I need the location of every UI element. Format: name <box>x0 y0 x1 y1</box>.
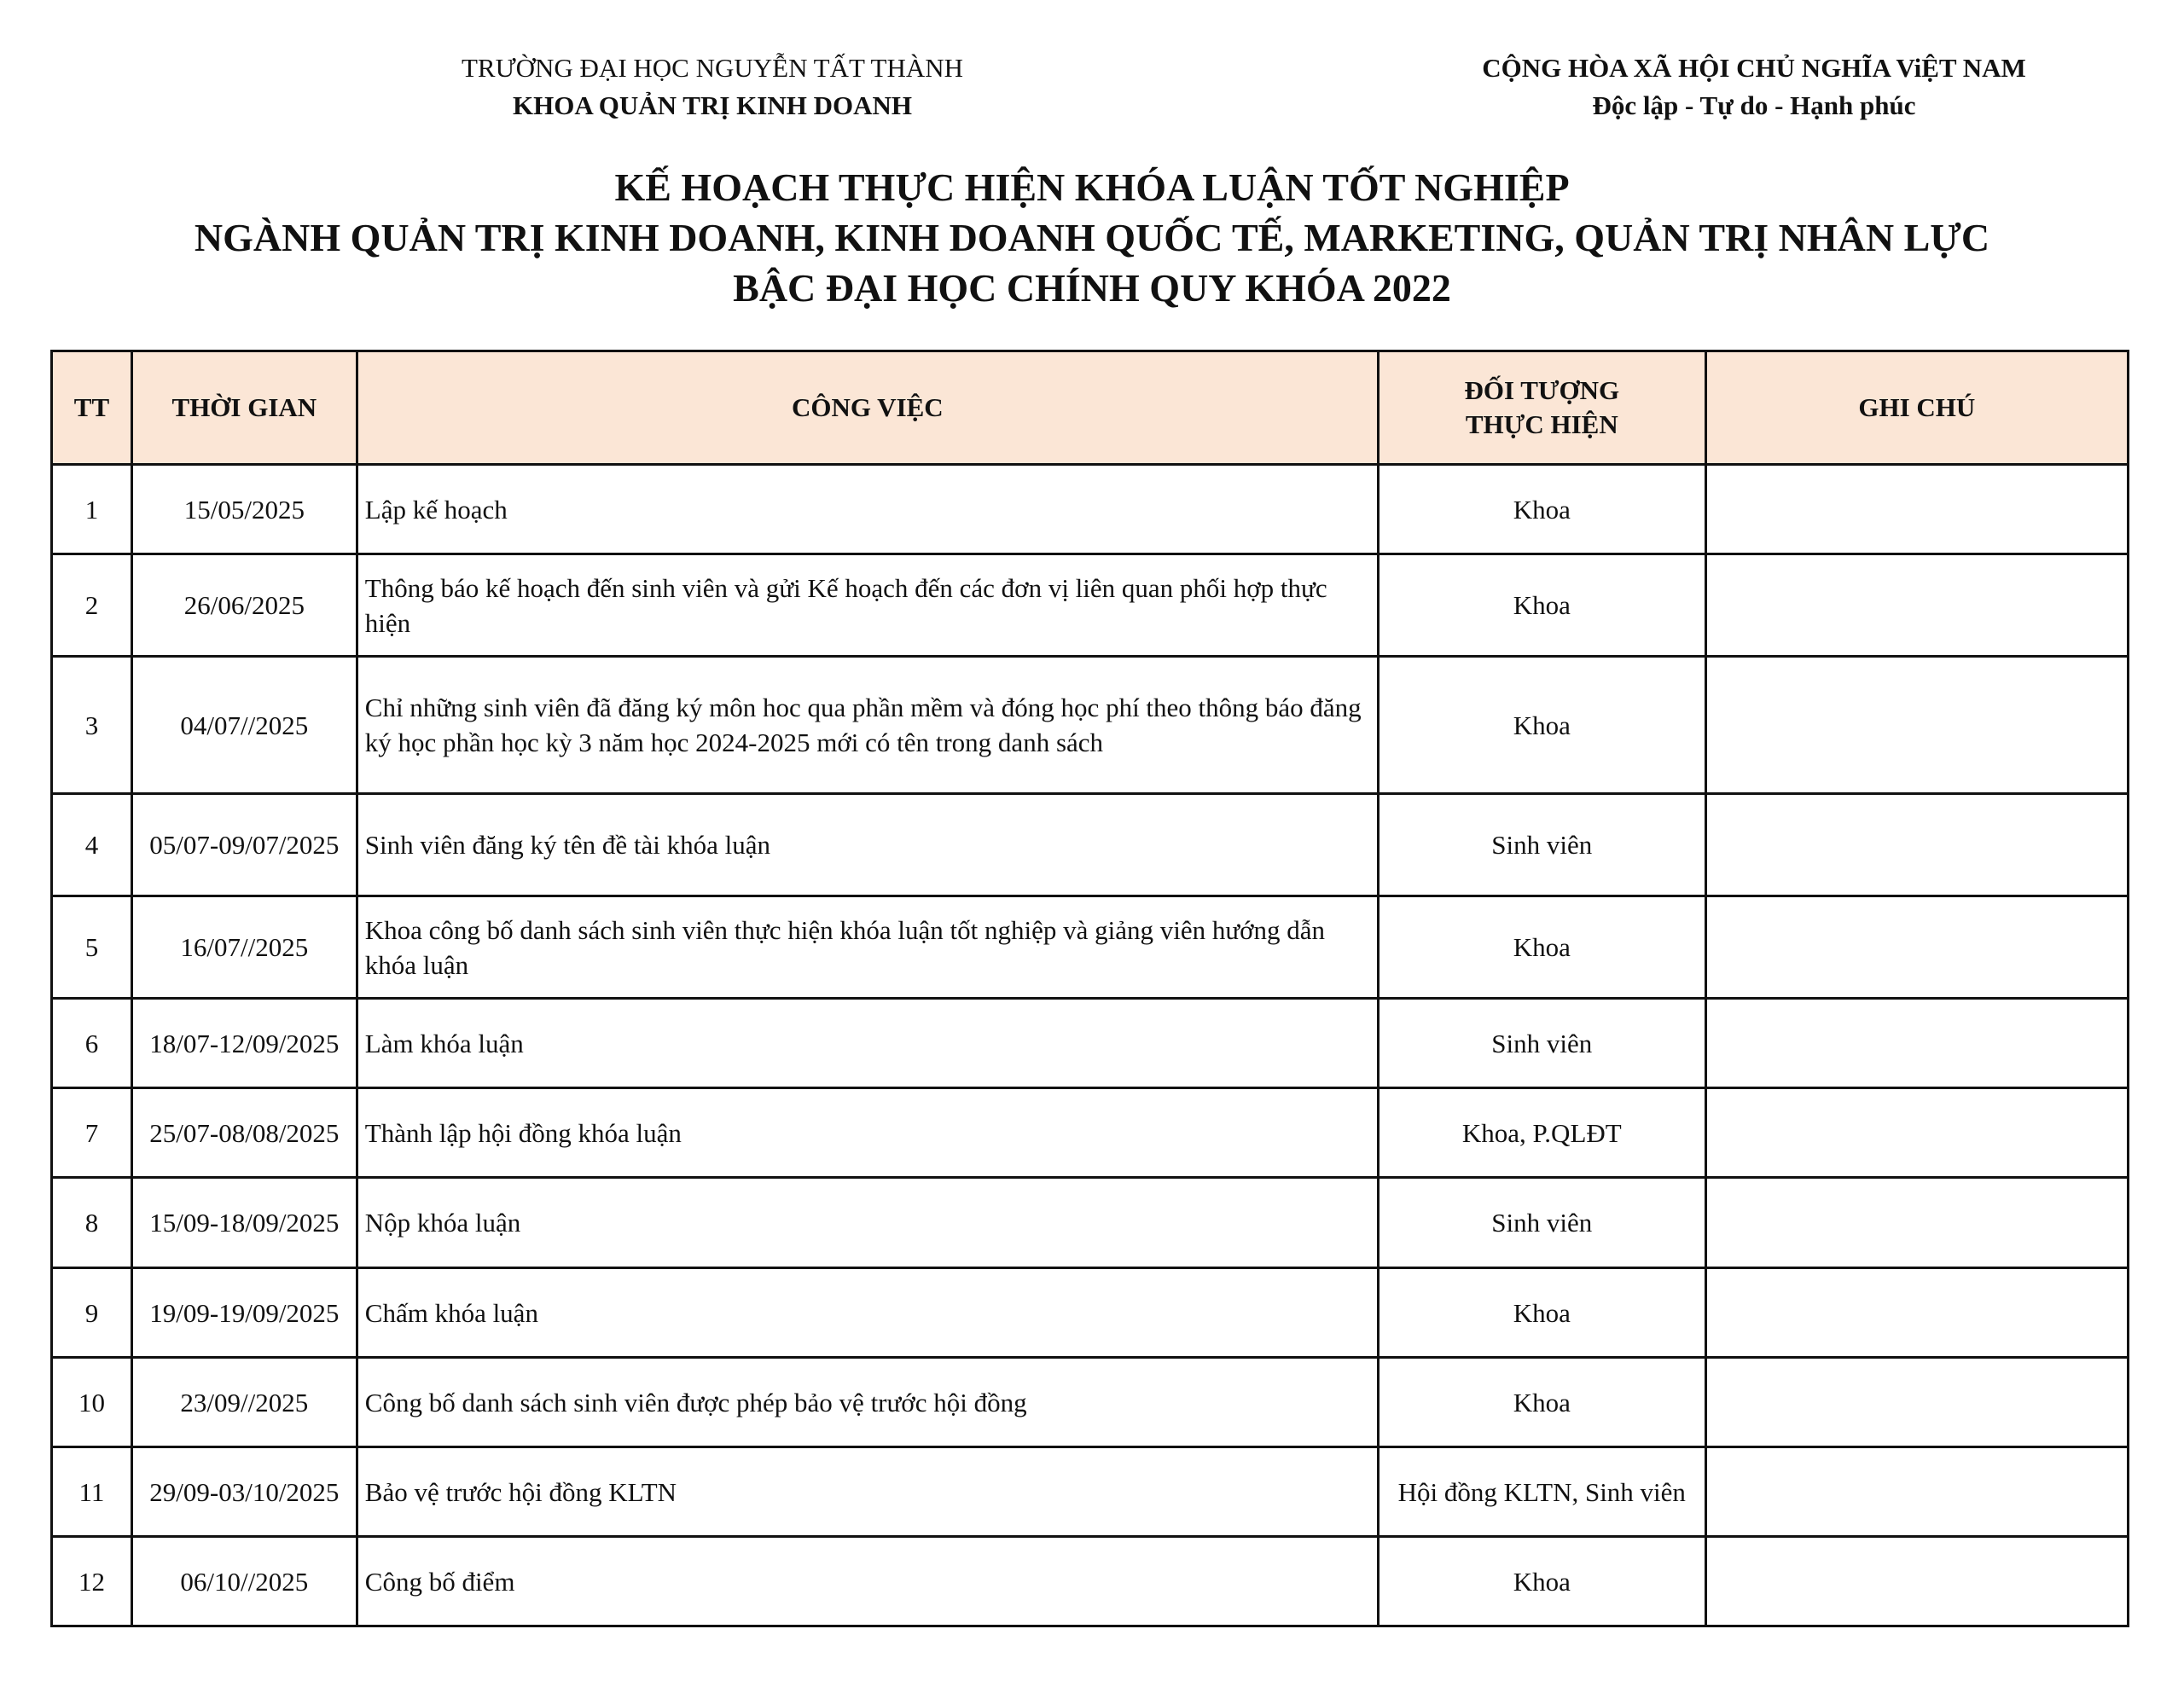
cell-task: Sinh viên đăng ký tên đề tài khóa luận <box>357 794 1378 896</box>
cell-who: Sinh viên <box>1378 999 1705 1088</box>
document-title <box>0 162 2184 313</box>
cell-note <box>1705 1358 2128 1447</box>
table-row <box>52 1447 2129 1537</box>
table-row <box>52 1268 2129 1358</box>
faculty-name: KHOA QUẢN TRỊ KINH DOANH <box>513 90 912 120</box>
cell-task: Làm khóa luận <box>357 999 1378 1088</box>
cell-who: Hội đồng KLTN, Sinh viên <box>1378 1447 1705 1537</box>
cell-who: Sinh viên <box>1378 1178 1705 1268</box>
cell-who: Sinh viên <box>1378 794 1705 896</box>
cell-tt: 1 <box>52 465 132 554</box>
cell-note <box>1705 896 2128 999</box>
table-row <box>52 657 2129 794</box>
cell-time: 16/07//2025 <box>131 896 357 999</box>
cell-note <box>1705 999 2128 1088</box>
school-header <box>371 49 1054 125</box>
table-row <box>52 999 2129 1088</box>
school-name: TRƯỜNG ĐẠI HỌC NGUYỄN TẤT THÀNH <box>461 53 964 83</box>
cell-note <box>1705 657 2128 794</box>
table-header-row <box>52 351 2129 465</box>
cell-time: 15/09-18/09/2025 <box>131 1178 357 1268</box>
cell-note <box>1705 1268 2128 1358</box>
cell-note <box>1705 794 2128 896</box>
table-row <box>52 1088 2129 1178</box>
cell-who: Khoa <box>1378 465 1705 554</box>
col-header-note: GHI CHÚ <box>1705 351 2128 465</box>
cell-tt: 4 <box>52 794 132 896</box>
table-row <box>52 465 2129 554</box>
plan-table <box>50 350 2129 1627</box>
cell-note <box>1705 1088 2128 1178</box>
cell-note <box>1705 1537 2128 1626</box>
national-motto: Độc lập - Tự do - Hạnh phúc <box>1592 90 1916 120</box>
cell-time: 19/09-19/09/2025 <box>131 1268 357 1358</box>
cell-tt: 3 <box>52 657 132 794</box>
cell-task: Bảo vệ trước hội đồng KLTN <box>357 1447 1378 1537</box>
cell-task: Thành lập hội đồng khóa luận <box>357 1088 1378 1178</box>
cell-task: Thông báo kế hoạch đến sinh viên và gửi Kế hoạch đến các đơn vị liên quan phối hợp thực hiện <box>357 554 1378 657</box>
cell-task: Chấm khóa luận <box>357 1268 1378 1358</box>
cell-time: 18/07-12/09/2025 <box>131 999 357 1088</box>
col-header-tt: TT <box>52 351 132 465</box>
cell-task: Khoa công bố danh sách sinh viên thực hiện khóa luận tốt nghiệp và giảng viên hướng dẫn khóa luận <box>357 896 1378 999</box>
cell-note <box>1705 1178 2128 1268</box>
cell-time: 23/09//2025 <box>131 1358 357 1447</box>
national-header <box>1413 49 2095 125</box>
table-row <box>52 794 2129 896</box>
cell-tt: 9 <box>52 1268 132 1358</box>
table-row <box>52 554 2129 657</box>
cell-who: Khoa <box>1378 896 1705 999</box>
cell-note <box>1705 1447 2128 1537</box>
table-row <box>52 1537 2129 1626</box>
cell-tt: 12 <box>52 1537 132 1626</box>
cell-time: 25/07-08/08/2025 <box>131 1088 357 1178</box>
cell-tt: 11 <box>52 1447 132 1537</box>
cell-task: Chỉ những sinh viên đã đăng ký môn hoc qua phần mềm và đóng học phí theo thông báo đăng ký học phần học kỳ 3 năm học 2024-2025 mới có tên trong danh sách <box>357 657 1378 794</box>
cell-time: 04/07//2025 <box>131 657 357 794</box>
cell-task: Công bố danh sách sinh viên được phép bảo vệ trước hội đồng <box>357 1358 1378 1447</box>
title-line-1: KẾ HOẠCH THỰC HIỆN KHÓA LUẬN TỐT NGHIỆP <box>614 165 1570 209</box>
cell-who: Khoa <box>1378 1268 1705 1358</box>
cell-who: Khoa <box>1378 1537 1705 1626</box>
cell-time: 15/05/2025 <box>131 465 357 554</box>
cell-task: Nộp khóa luận <box>357 1178 1378 1268</box>
cell-note <box>1705 554 2128 657</box>
cell-time: 06/10//2025 <box>131 1537 357 1626</box>
cell-who: Khoa <box>1378 1358 1705 1447</box>
col-header-task: CÔNG VIỆC <box>357 351 1378 465</box>
national-name: CỘNG HÒA XÃ HỘI CHỦ NGHĨA ViỆT NAM <box>1482 53 2026 83</box>
cell-tt: 7 <box>52 1088 132 1178</box>
cell-time: 26/06/2025 <box>131 554 357 657</box>
title-line-3: BẬC ĐẠI HỌC CHÍNH QUY KHÓA 2022 <box>733 266 1451 310</box>
cell-task: Công bố điểm <box>357 1537 1378 1626</box>
cell-task: Lập kế hoạch <box>357 465 1378 554</box>
title-line-2: NGÀNH QUẢN TRỊ KINH DOANH, KINH DOANH QUỐC TẾ, MARKETING, QUẢN TRỊ NHÂN LỰC <box>194 216 1990 259</box>
table-row <box>52 1358 2129 1447</box>
cell-who: Khoa <box>1378 657 1705 794</box>
cell-tt: 8 <box>52 1178 132 1268</box>
col-header-time: THỜI GIAN <box>131 351 357 465</box>
cell-time: 29/09-03/10/2025 <box>131 1447 357 1537</box>
cell-who: Khoa, P.QLĐT <box>1378 1088 1705 1178</box>
col-header-who: ĐỐI TƯỢNG THỰC HIỆN <box>1378 351 1705 465</box>
cell-note <box>1705 465 2128 554</box>
cell-tt: 2 <box>52 554 132 657</box>
cell-time: 05/07-09/07/2025 <box>131 794 357 896</box>
cell-tt: 10 <box>52 1358 132 1447</box>
table-row <box>52 1178 2129 1268</box>
table-row <box>52 896 2129 999</box>
cell-tt: 6 <box>52 999 132 1088</box>
cell-tt: 5 <box>52 896 132 999</box>
cell-who: Khoa <box>1378 554 1705 657</box>
